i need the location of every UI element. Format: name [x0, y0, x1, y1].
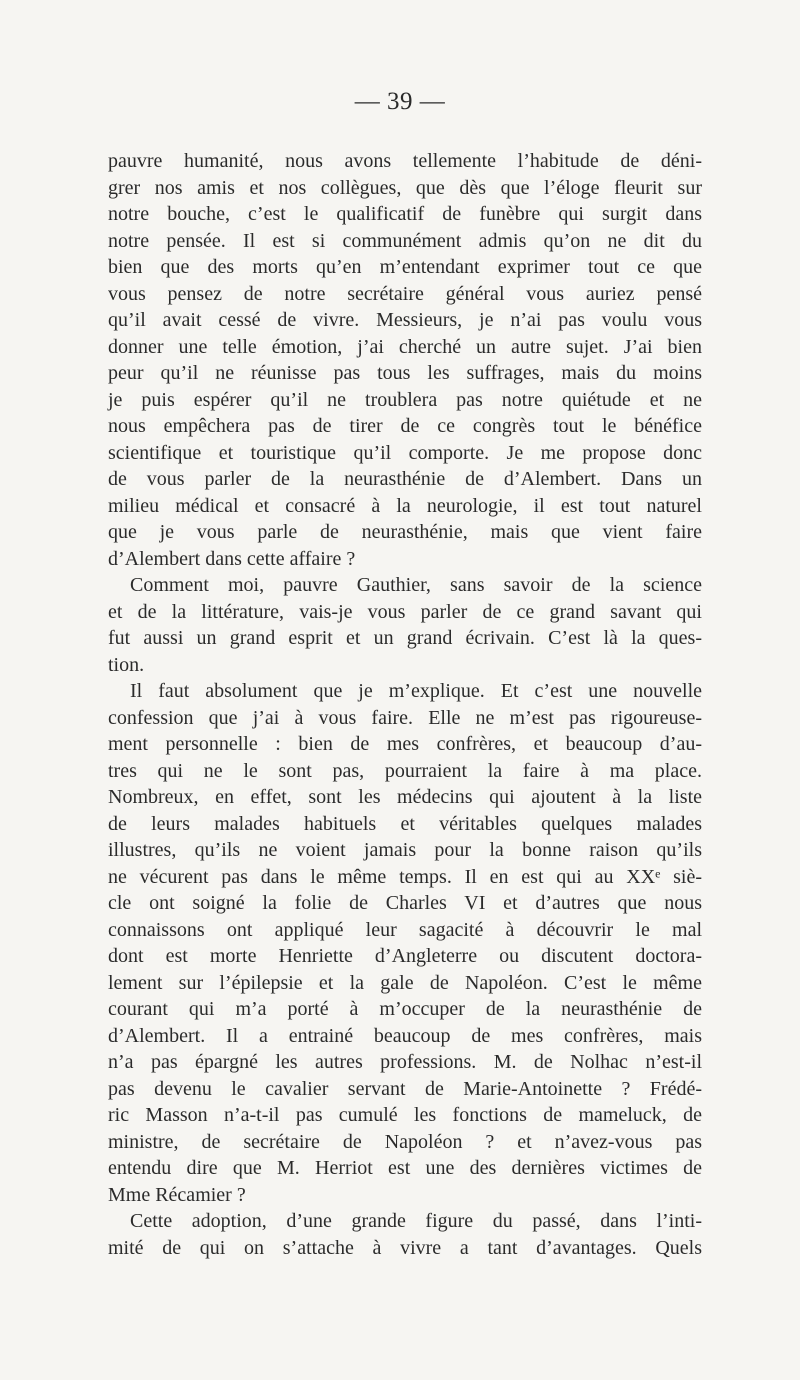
text-line: dont est morte Henriette d’Angleterre ou discutent doctora-: [108, 945, 702, 967]
text-line: Mme Récamier ?: [108, 1183, 246, 1206]
page-number: — 39 —: [354, 88, 446, 115]
text-line: de leurs malades habituels et véritables quelques malades: [108, 812, 702, 835]
text-line: vous pensez de notre secrétaire général vous auriez pensé: [108, 282, 702, 305]
text-line: confession que j’ai à vous faire. Elle ne m’est pas rigoureuse-: [108, 706, 702, 729]
text-line: pas devenu le cavalier servant de Marie-Antoinette ? Frédé-: [108, 1077, 702, 1100]
text-line: Il faut absolument que je m’explique. Et c’est une nouvelle: [130, 680, 702, 702]
text-line: grer nos amis et nos collègues, que dès que l’éloge fleurit sur: [108, 176, 702, 199]
text-line: cle ont soigné la folie de Charles VI et d’autres que nous: [108, 892, 702, 914]
text-line: Cette adoption, d’une grande figure du passé, dans l’inti-: [130, 1210, 702, 1232]
text-line: ment personnelle : bien de mes confrères, et beaucoup d’au-: [108, 733, 702, 755]
text-line: connaissons ont appliqué leur sagacité à découvrir le mal: [108, 918, 702, 941]
text-line: ne vécurent pas dans le même temps. Il en est qui au XXᵉ siè-: [108, 865, 702, 888]
text-line: donner une telle émotion, j’ai cherché un autre sujet. J’ai bien: [108, 335, 702, 358]
paragraph: [108, 1208, 702, 1261]
text-line: entendu dire que M. Herriot est une des dernières victimes de: [108, 1157, 702, 1179]
text-line: de vous parler de la neurasthénie de d’Alembert. Dans un: [108, 468, 702, 490]
text-line: d’Alembert dans cette affaire ?: [108, 547, 356, 570]
text-line: notre pensée. Il est si communément admis qu’on ne dit du: [108, 229, 702, 252]
text-line: mité de qui on s’attache à vivre a tant d’avantages. Quels: [108, 1236, 702, 1259]
text-line: Comment moi, pauvre Gauthier, sans savoir de la science: [130, 574, 702, 596]
text-line: fut aussi un grand esprit et un grand écrivain. C’est là la ques-: [108, 627, 702, 649]
text-line: je puis espérer qu’il ne troublera pas notre quiétude et ne: [108, 388, 702, 411]
paragraph: [108, 678, 702, 1208]
text-line: nous empêchera pas de tirer de ce congrès tout le bénéfice: [108, 415, 702, 437]
text-line: scientifique et touristique qu’il comporte. Je me propose donc: [108, 441, 702, 464]
text-line: notre bouche, c’est le qualificatif de funèbre qui surgit dans: [108, 203, 702, 225]
text-line: ric Masson n’a-t-il pas cumulé les fonctions de mameluck, de: [108, 1104, 702, 1126]
text-line: bien que des morts qu’en m’entendant exprimer tout ce que: [108, 256, 702, 278]
text-line: qu’il avait cessé de vivre. Messieurs, je n’ai pas voulu vous: [108, 309, 702, 331]
text-line: et de la littérature, vais-je vous parler de ce grand savant qui: [108, 600, 702, 623]
paragraph: [108, 148, 702, 572]
text-line: Nombreux, en effet, sont les médecins qui ajoutent à la liste: [108, 786, 702, 808]
text-line: milieu médical et consacré à la neurologie, il est tout naturel: [108, 494, 702, 517]
body-text: [108, 148, 702, 1261]
text-line: d’Alembert. Il a entrainé beaucoup de mes confrères, mais: [108, 1024, 702, 1047]
text-line: lement sur l’épilepsie et la gale de Napoléon. C’est le même: [108, 971, 702, 994]
text-line: tion.: [108, 653, 145, 676]
text-line: illustres, qu’ils ne voient jamais pour la bonne raison qu’ils: [108, 839, 702, 861]
text-line: que je vous parle de neurasthénie, mais que vient faire: [108, 521, 702, 543]
text-line: ministre, de secrétaire de Napoléon ? et n’avez-vous pas: [108, 1130, 702, 1153]
text-line: tres qui ne le sont pas, pourraient la faire à ma place.: [108, 759, 702, 782]
text-line: pauvre humanité, nous avons tellemente l’habitude de déni-: [108, 150, 702, 172]
text-line: courant qui m’a porté à m’occuper de la neurasthénie de: [108, 998, 702, 1020]
paragraph: [108, 572, 702, 678]
text-line: peur qu’il ne réunisse pas tous les suffrages, mais du moins: [108, 362, 702, 384]
text-line: n’a pas épargné les autres professions. M. de Nolhac n’est-il: [108, 1051, 702, 1073]
